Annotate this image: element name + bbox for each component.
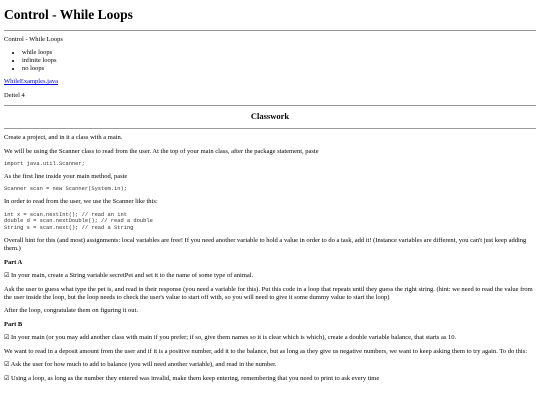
paragraph: We want to read in a deposit amount from the user and if it is a positive number, add it to the balance, but as long as they give us negative numbers, we want to keep asking them to try again. To do this:	[4, 347, 528, 355]
code-block: int x = scan.nextInt(); // read an int double d = scan.nextDouble(); // read a double String s = scan.next(); // read a String	[4, 211, 153, 232]
paragraph: Create a project, and in it a class with a main.	[4, 134, 123, 142]
code-block: import java.util.Scanner;	[4, 161, 85, 168]
item-text: Ask the user for how much to add to balance (you will need another variable), and read in the number.	[9, 361, 277, 369]
example-link-row	[4, 78, 536, 86]
paragraph: After the loop, congratulate them on figuring it out.	[4, 307, 138, 315]
checkbox-icon: ☑	[4, 334, 10, 342]
divider	[4, 128, 536, 129]
section-heading: Classwork	[250, 111, 290, 122]
item-text: In your main, create a String variable secretPet and set it to the name of some type of animal.	[9, 272, 254, 280]
intro-label: Control - While Loops	[4, 35, 63, 43]
page-title: Control - While Loops	[4, 7, 133, 22]
paragraph: As the first line inside your main method, paste	[4, 172, 128, 180]
code-block: Scanner scan = new Scanner(System.in);	[4, 186, 127, 193]
item-text: In your main (or you may add another class with main if you prefer; if so, give them names so it is clear which is which), create a double variable balance, that starts as 10.	[9, 334, 457, 342]
checkbox-icon: ☑	[4, 374, 10, 382]
part-b-item	[4, 375, 536, 383]
part-a-item	[4, 272, 536, 280]
divider	[4, 30, 536, 31]
item-text: Using a loop, as long as the number they entered was invalid, make them keep entering, remembering that you need to print to ask every time	[9, 374, 380, 382]
checkbox-icon: ☑	[4, 272, 10, 280]
paragraph: We will be using the Scanner class to read from the user. At the top of your main class, after the package statement, paste	[4, 147, 319, 155]
checkbox-icon: ☑	[4, 361, 10, 369]
topic-list	[4, 49, 536, 72]
list-item: • infinite loops	[22, 57, 536, 65]
paragraph: Ask the user to guess what type the pet is, and read in their response (you need a variable for this). Put this code in a loop that repeats until they guess the right string. (hint: we need to read the value from the user inside the loop, but the loop needs to check the user's value to start off with, so you will need to give it some dummy value to start the loop)	[4, 285, 533, 301]
part-b-heading: Part B	[4, 320, 23, 328]
paragraph: In order to read from the user, we use the Scanner like this:	[4, 198, 158, 206]
part-a-heading: Part A	[4, 258, 23, 266]
example-file-link[interactable]: WhileExamples.java	[4, 78, 58, 86]
list-item: • while loops	[22, 49, 536, 57]
divider	[4, 105, 536, 106]
part-b-item	[4, 361, 536, 369]
list-item: • no loops	[22, 65, 536, 73]
reference-text: Deitel 4	[4, 91, 25, 99]
part-b-item	[4, 334, 536, 342]
hint-paragraph: Overall hint for this (and most) assignments: local variables are free! If you need another variable to hold a value in order to do a task, add it! (Instance variables are different, you can't just keep adding them.)	[4, 236, 527, 253]
